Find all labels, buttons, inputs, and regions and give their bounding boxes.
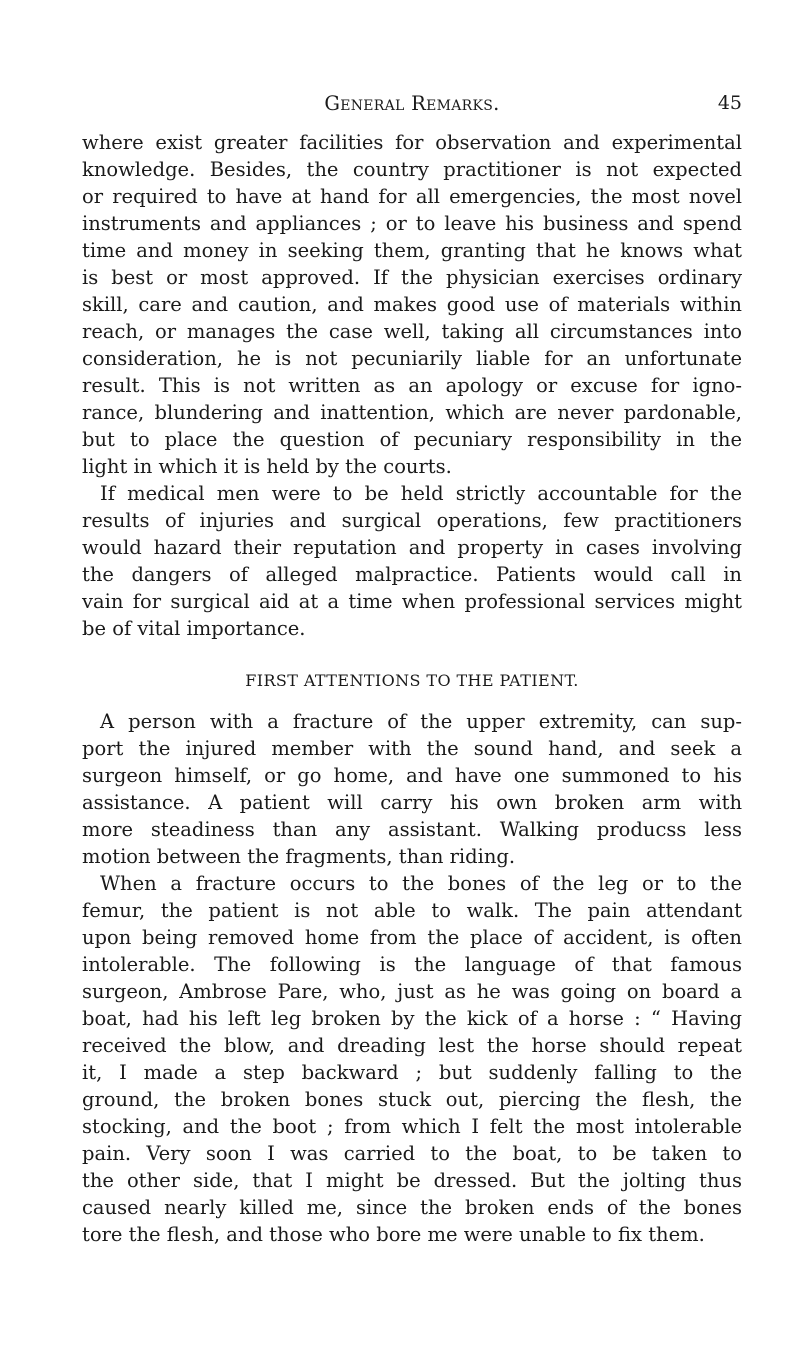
text-line: upon being removed home from the place of accident, is often <box>82 926 742 949</box>
text-line: pain. Very soon I was carried to the boat, to be taken to <box>82 1142 742 1165</box>
page-number: 45 <box>717 92 742 114</box>
text-line: intolerable. The following is the language of that famous <box>82 953 742 976</box>
text-line: the other side, that I might be dressed. But the jolting thus <box>82 1169 742 1192</box>
text-line: motion between the fragments, than riding. <box>82 845 516 868</box>
text-line: A person with a fracture of the upper extremity, can sup- <box>100 710 742 733</box>
text-line: tore the flesh, and those who bore me were unable to fix them. <box>82 1223 705 1246</box>
text-line: or required to have at hand for all emergencies, the most novel <box>82 185 742 208</box>
text-line: When a fracture occurs to the bones of the leg or to the <box>100 872 742 895</box>
text-line: caused nearly killed me, since the broken ends of the bones <box>82 1196 742 1219</box>
text-line: but to place the question of pecuniary responsibility in the <box>82 428 742 451</box>
text-line: vain for surgical aid at a time when professional services might <box>82 590 742 613</box>
running-head: General Remarks. <box>324 92 500 115</box>
text-line: result. This is not written as an apology or excuse for igno- <box>82 374 742 397</box>
text-line: instruments and appliances ; or to leave his business and spend <box>82 212 742 235</box>
text-line: If medical men were to be held strictly accountable for the <box>100 482 742 505</box>
text-line: time and money in seeking them, granting that he knows what <box>82 239 742 262</box>
text-line: port the injured member with the sound hand, and seek a <box>82 737 742 760</box>
page-header <box>82 92 742 126</box>
text-line: skill, care and caution, and makes good use of materials within <box>82 293 742 316</box>
text-line: stocking, and the boot ; from which I felt the most intolerable <box>82 1115 742 1138</box>
text-line: ground, the broken bones stuck out, piercing the flesh, the <box>82 1088 742 1111</box>
text-line: the dangers of alleged malpractice. Patients would call in <box>82 563 742 586</box>
text-line: consideration, he is not pecuniarily liable for an unfortunate <box>82 347 742 370</box>
text-line: would hazard their reputation and property in cases involving <box>82 536 742 559</box>
text-line: be of vital importance. <box>82 617 306 640</box>
text-line: surgeon himself, or go home, and have one summoned to his <box>82 764 742 787</box>
text-line: reach, or manages the case well, taking all circumstances into <box>82 320 742 343</box>
text-line: results of injuries and surgical operations, few practitioners <box>82 509 742 532</box>
text-line: surgeon, Ambrose Pare, who, just as he was going on board a <box>82 980 742 1003</box>
text-line: received the blow, and dreading lest the horse should repeat <box>82 1034 742 1057</box>
text-line: boat, had his left leg broken by the kick of a horse : “ Having <box>82 1007 742 1030</box>
text-line: it, I made a step backward ; but suddenly falling to the <box>82 1061 742 1084</box>
text-line: is best or most approved. If the physician exercises ordinary <box>82 266 742 289</box>
text-line: light in which it is held by the courts. <box>82 455 452 478</box>
text-line: assistance. A patient will carry his own broken arm with <box>82 791 742 814</box>
section-heading: FIRST ATTENTIONS TO THE PATIENT. <box>245 671 579 690</box>
text-line: knowledge. Besides, the country practitioner is not expected <box>82 158 742 181</box>
text-line: rance, blundering and inattention, which are never pardonable, <box>82 401 742 424</box>
text-line: where exist greater facilities for observation and experimental <box>82 131 742 154</box>
text-line: femur, the patient is not able to walk. The pain attendant <box>82 899 742 922</box>
text-line: more steadiness than any assistant. Walking producss less <box>82 818 742 841</box>
